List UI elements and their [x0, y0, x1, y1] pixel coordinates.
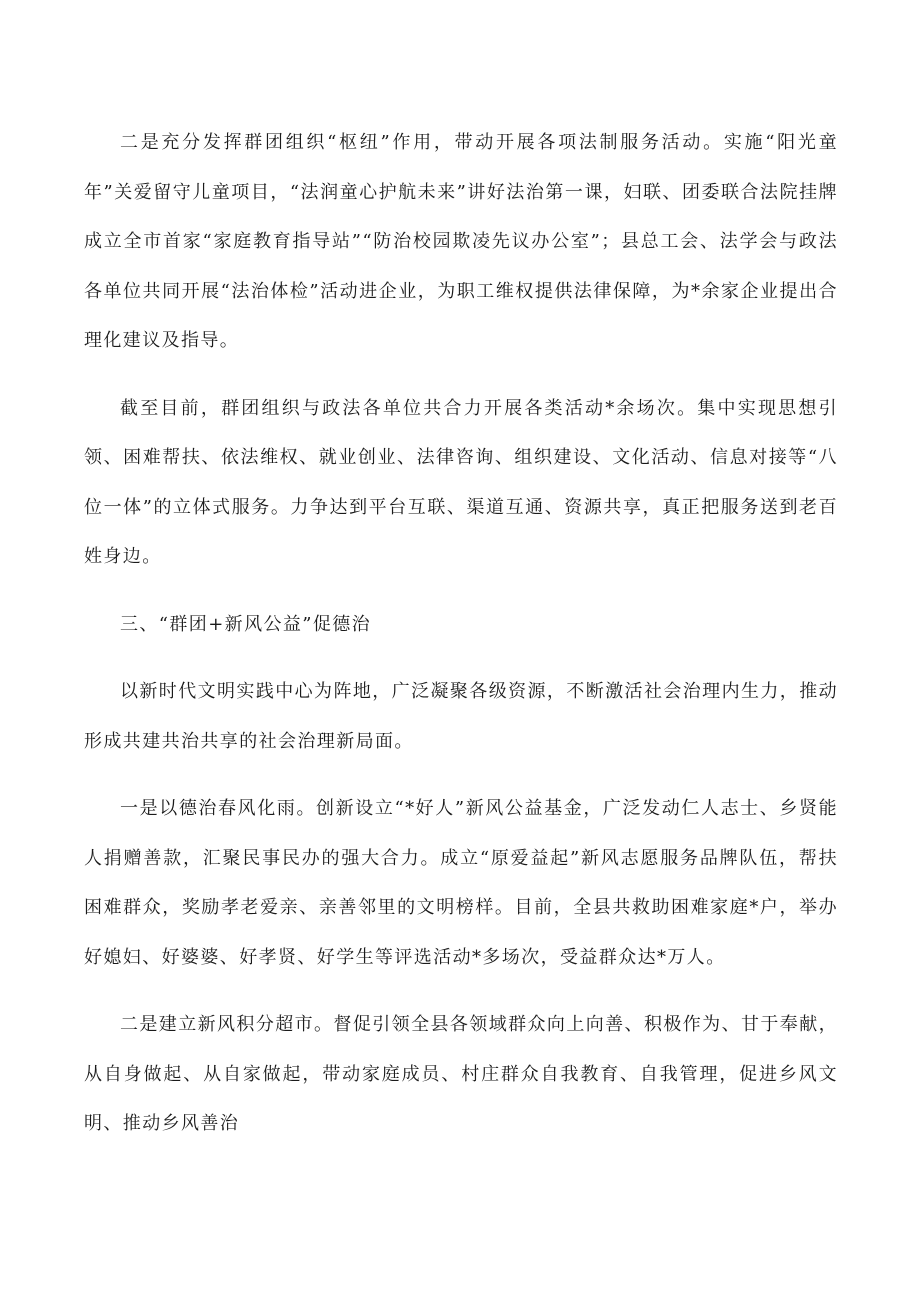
paragraph-activity-summary: 截至目前，群团组织与政法各单位共合力开展各类活动*余场次。集中实现思想引领、困难帮扶、依法维权、就业创业、法律咨询、组织建设、文化活动、信息对接等“八位一体”的立体式服务。力争达到平台互联、渠道互通、资源共享，真正把服务送到老百姓身边。 — [84, 397, 838, 567]
paragraph-moral-fund: 一是以德治春风化雨。创新设立“*好人”新风公益基金，广泛发动仁人志士、乡贤能人捐赠善款，汇聚民事民办的强大合力。成立“原爱益起”新风志愿服务品牌队伍，帮扶困难群众，奖励孝老爱亲、亲善邻里的文明榜样。目前，全县共救助困难家庭*户，举办好媳妇、好婆婆、好孝贤、好学生等评选活动*多场次，受益群众达*万人。 — [84, 798, 838, 968]
paragraph-legal-services: 二是充分发挥群团组织“枢纽”作用，带动开展各项法制服务活动。实施“阳光童年”关爱留守儿童项目，“法润童心护航未来”讲好法治第一课，妇联、团委联合法院挂牌成立全市首家“家庭教育指导站”“防治校园欺凌先议办公室”；县总工会、法学会与政法各单位共同开展“法治体检”活动进企业，为职工维权提供法律保障，为*余家企业提出合理化建议及指导。 — [84, 132, 838, 351]
section-heading-moral-governance: 三、“群团+新风公益”促德治 — [120, 613, 372, 635]
paragraph-civilization-center: 以新时代文明实践中心为阵地，广泛凝聚各级资源，不断激活社会治理内生力，推动形成共建共治共享的社会治理新局面。 — [84, 681, 838, 752]
paragraph-points-supermarket: 二是建立新风积分超市。督促引领全县各领域群众向上向善、积极作为、甘于奉献，从自身做起、从自家做起，带动家庭成员、村庄群众自我教育、自我管理，促进乡风文明、推动乡风善治 — [84, 1014, 838, 1134]
document-body — [84, 118, 838, 1167]
